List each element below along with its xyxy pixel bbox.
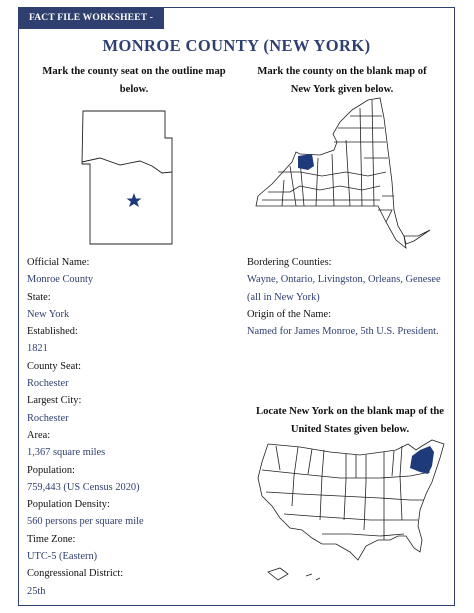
fact-value: 560 persons per square mile [27,516,144,528]
fact-value: Rochester [27,378,69,390]
fact-value: 1821 [27,343,48,355]
fact-label: Time Zone: [27,533,76,545]
worksheet-tag: FACT FILE WORKSHEET - KEY [18,7,164,29]
fact-list-left [27,254,237,600]
fact-label: County Seat: [27,360,81,372]
fact-label: Official Name: [27,257,90,268]
state-map-instruction: Mark the county on the blank map of New York given below. [257,66,427,95]
fact-label: Area: [27,429,51,441]
fact-label: State: [27,291,51,303]
name-origin-label: Origin of the Name: [247,308,331,320]
name-origin-value: Named for James Monroe, 5th U.S. President. [247,326,439,338]
fact-label: Congressional District: [27,568,124,580]
fact-label: Population Density: [27,499,110,511]
fact-value: Rochester [27,412,69,424]
fact-value: New York [27,308,70,320]
fact-label: Established: [27,326,78,338]
fact-value: 25th [27,585,46,597]
us-map-instruction: Locate New York on the blank map of the United States given below. [256,406,444,435]
fact-list-right [247,254,455,340]
fact-value: UTC-5 (Eastern) [27,551,98,563]
bordering-counties-note: (all in New York) [247,291,320,303]
fact-label: Population: [27,464,75,476]
page-title: MONROE COUNTY (NEW YORK) [102,36,371,55]
fact-value: Monroe County [27,274,94,286]
fact-label: Largest City: [27,395,82,407]
fact-value: 759,443 (US Census 2020) [27,481,140,493]
fact-value: 1,367 square miles [27,447,106,459]
bordering-counties-value: Wayne, Ontario, Livingston, Orleans, Genesee [247,274,441,286]
bordering-counties-label: Bordering Counties: [247,257,332,268]
county-map-instruction: Mark the county seat on the outline map below. [42,66,226,95]
